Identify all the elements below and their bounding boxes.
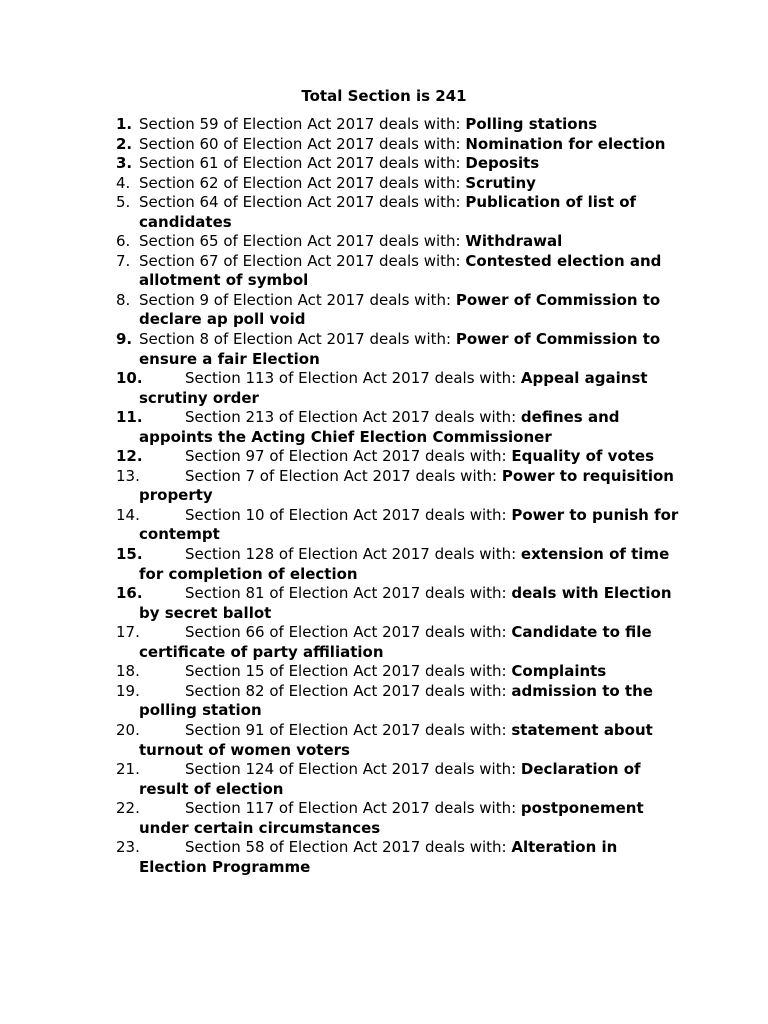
item-number: 8. [116, 290, 131, 309]
list-item [116, 369, 686, 408]
item-text [139, 760, 641, 798]
list-item [116, 467, 686, 506]
item-prefix: Section 117 of Election Act 2017 deals with: [185, 799, 521, 818]
item-number: 13. [116, 466, 140, 485]
item-prefix: Section 67 of Election Act 2017 deals with: [139, 251, 466, 270]
item-topic: admission to the polling station [139, 681, 653, 720]
list-item [116, 252, 686, 291]
item-number: 21. [116, 760, 140, 779]
item-text [139, 682, 653, 720]
item-topic: Power of Commission to ensure a fair Election [139, 330, 661, 368]
item-text [139, 135, 665, 153]
item-text [139, 799, 644, 837]
item-topic: defines and appoints the Acting Chief Election Commissioner [139, 408, 620, 446]
list-item [116, 545, 686, 584]
item-topic: deals with Election by secret ballot [139, 584, 672, 622]
item-number: 12. [116, 447, 143, 466]
item-number: 19. [116, 681, 140, 700]
item-prefix: Section 59 of Election Act 2017 deals with: [139, 115, 466, 133]
item-number: 5. [116, 193, 131, 212]
item-topic: Polling stations [465, 115, 598, 133]
item-prefix: Section 91 of Election Act 2017 deals with: [185, 720, 512, 739]
item-number: 20. [116, 720, 140, 739]
list-item [116, 232, 686, 252]
item-prefix: Section 97 of Election Act 2017 deals with: [185, 447, 512, 466]
item-number: 16. [116, 584, 143, 603]
item-topic: Deposits [465, 154, 540, 173]
list-item [116, 291, 686, 330]
item-text [139, 154, 539, 172]
item-prefix: Section 62 of Election Act 2017 deals with: [139, 173, 466, 192]
item-prefix: Section 128 of Election Act 2017 deals with: [185, 545, 521, 564]
item-number: 6. [116, 232, 131, 251]
list-item [116, 115, 686, 135]
item-topic: Declaration of result of election [139, 760, 641, 798]
item-text [139, 506, 678, 544]
item-number: 7. [116, 251, 131, 270]
item-prefix: Section 65 of Election Act 2017 deals with: [139, 232, 466, 251]
item-number: 9. [116, 330, 133, 349]
item-prefix: Section 81 of Election Act 2017 deals with: [185, 584, 512, 603]
item-prefix: Section 61 of Election Act 2017 deals with: [139, 154, 466, 173]
page-title: Total Section is 241 [301, 87, 467, 105]
list-item [116, 584, 686, 623]
item-topic: Complaints [511, 662, 607, 681]
list-item [116, 135, 686, 155]
list-item [116, 506, 686, 545]
item-prefix: Section 8 of Election Act 2017 deals with: [139, 330, 456, 349]
item-text [139, 623, 652, 661]
item-prefix: Section 9 of Election Act 2017 deals with: [139, 290, 456, 309]
item-prefix: Section 60 of Election Act 2017 deals with: [139, 134, 466, 153]
item-text [139, 838, 617, 876]
item-topic: Contested election and allotment of symbol [139, 251, 662, 290]
item-topic: Power to requisition property [139, 466, 674, 505]
list-item [116, 174, 686, 194]
item-number: 17. [116, 623, 140, 642]
item-topic: statement about turnout of women voters [139, 720, 653, 759]
item-topic: Appeal against scrutiny order [139, 369, 648, 407]
item-topic: Publication of list of candidates [139, 193, 637, 231]
item-topic: Candidate to file certificate of party affiliation [139, 623, 652, 661]
item-topic: Scrutiny [465, 173, 536, 192]
list-item [116, 330, 686, 369]
item-text [139, 291, 660, 329]
item-text [139, 232, 562, 250]
item-prefix: Section 213 of Election Act 2017 deals with: [185, 408, 521, 427]
item-number: 1. [116, 115, 133, 133]
item-number: 22. [116, 799, 140, 818]
item-text [139, 408, 620, 446]
item-prefix: Section 124 of Election Act 2017 deals with: [185, 760, 521, 779]
item-text [139, 115, 597, 133]
item-number: 15. [116, 545, 143, 564]
item-number: 11. [116, 408, 143, 427]
list-item [116, 408, 686, 447]
item-topic: Alteration in Election Programme [139, 838, 618, 876]
item-topic: Withdrawal [465, 232, 563, 251]
item-topic: Nomination for election [465, 134, 666, 153]
list-item [116, 838, 686, 877]
item-prefix: Section 82 of Election Act 2017 deals with: [185, 681, 512, 700]
item-text [139, 584, 672, 622]
item-number: 23. [116, 838, 140, 857]
item-prefix: Section 66 of Election Act 2017 deals with: [185, 623, 512, 642]
item-number: 18. [116, 662, 140, 681]
item-topic: postponement under certain circumstances [139, 799, 644, 837]
list-item [116, 721, 686, 760]
item-topic: Power of Commission to declare ap poll void [139, 290, 661, 329]
item-text [139, 369, 648, 407]
list-item [116, 623, 686, 662]
item-text [139, 174, 536, 192]
item-number: 3. [116, 154, 133, 173]
item-prefix: Section 58 of Election Act 2017 deals with: [185, 838, 512, 857]
list-item [116, 193, 686, 232]
item-number: 14. [116, 505, 140, 524]
item-text [139, 447, 654, 465]
list-item [116, 760, 686, 799]
item-text [139, 252, 661, 290]
item-prefix: Section 113 of Election Act 2017 deals with: [185, 369, 521, 388]
item-text [139, 662, 606, 680]
item-number: 4. [116, 173, 131, 192]
list-item [116, 447, 686, 467]
item-number: 2. [116, 134, 133, 153]
item-prefix: Section 15 of Election Act 2017 deals with: [185, 662, 512, 681]
item-prefix: Section 7 of Election Act 2017 deals with: [185, 466, 502, 485]
section-list [116, 115, 686, 877]
item-text [139, 193, 636, 231]
list-item [116, 682, 686, 721]
item-text [139, 721, 653, 759]
item-topic: Equality of votes [511, 447, 655, 466]
item-text [139, 545, 669, 583]
item-prefix: Section 10 of Election Act 2017 deals with: [185, 505, 512, 524]
item-number: 10. [116, 369, 143, 388]
item-topic: Power to punish for contempt [139, 505, 679, 544]
item-topic: extension of time for completion of election [139, 545, 670, 583]
item-text [139, 467, 674, 505]
list-item [116, 154, 686, 174]
list-item [116, 799, 686, 838]
list-item [116, 662, 686, 682]
item-prefix: Section 64 of Election Act 2017 deals with: [139, 193, 466, 212]
item-text [139, 330, 660, 368]
